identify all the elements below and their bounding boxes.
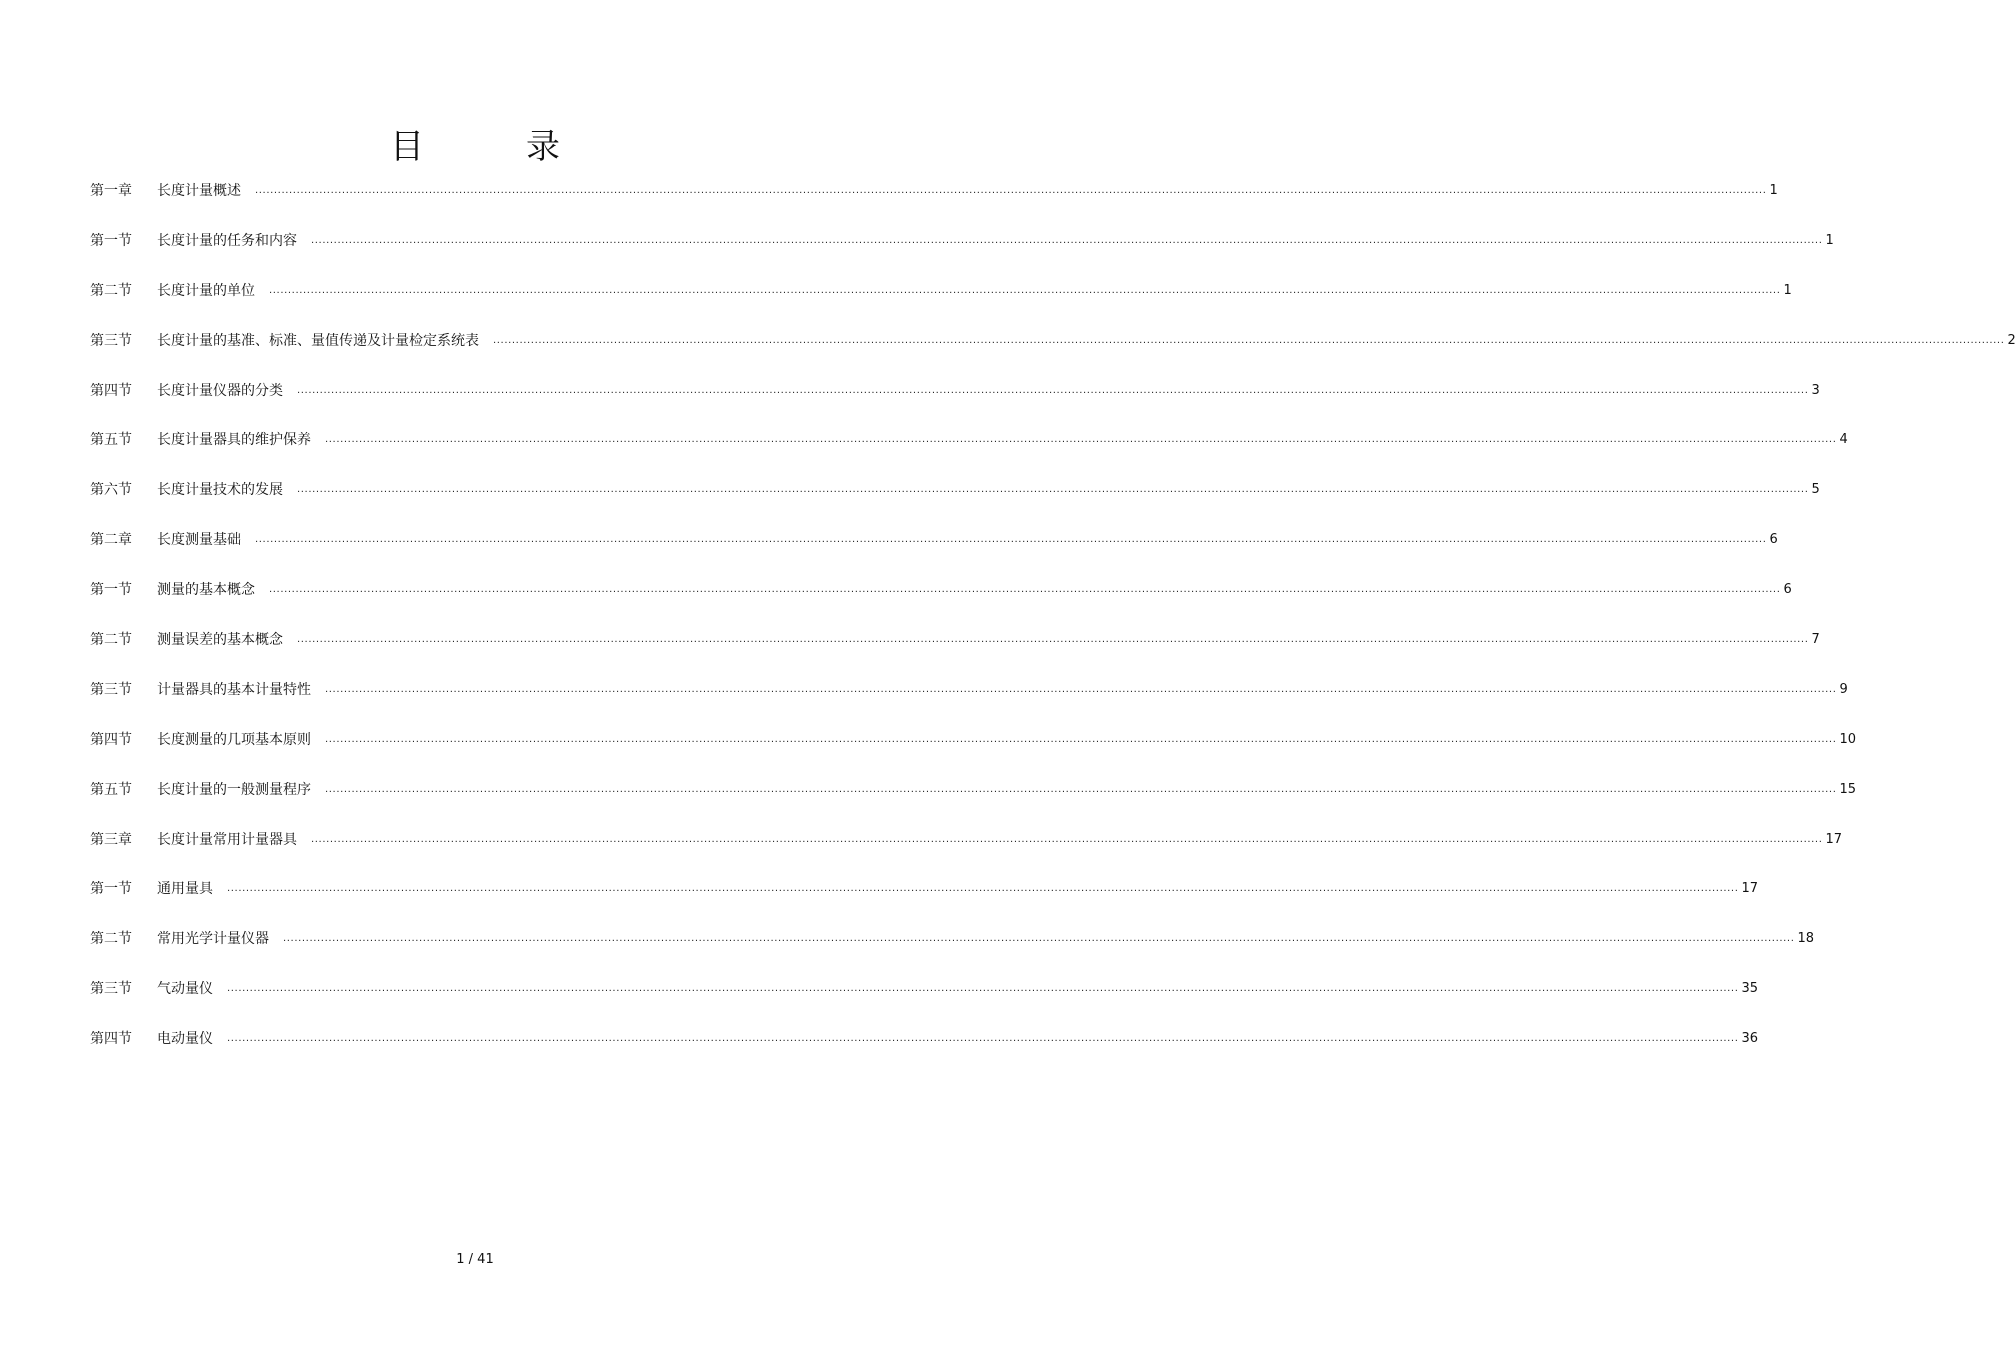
toc-entry[interactable] <box>90 529 1778 579</box>
toc-entry[interactable] <box>90 878 1759 928</box>
toc-leader-dots: ................................................................................................................................................................................................................................................................................................................................................................................................................ <box>325 683 1837 695</box>
toc-page-number: 35 <box>1741 981 1759 997</box>
toc-section-label: 第四节 <box>90 1031 132 1048</box>
toc-section-label: 第三章 <box>90 831 132 848</box>
toc-page-number: 5 <box>1811 482 1820 498</box>
toc-section-label: 第二节 <box>90 632 132 649</box>
toc-entry[interactable] <box>90 230 1834 280</box>
toc-page-number: 17 <box>1741 881 1759 897</box>
toc-entry-title: 长度计量的单位 <box>157 282 255 299</box>
toc-entry[interactable] <box>90 429 1848 479</box>
toc-page-number: 6 <box>1783 582 1792 598</box>
toc-page-number: 3 <box>1811 382 1820 398</box>
toc-entry-title: 计量器具的基本计量特性 <box>157 681 311 698</box>
table-of-contents <box>90 180 2016 1078</box>
toc-leader-dots: ................................................................................................................................................................................................................................................................................................................................................................................................................ <box>297 384 1809 396</box>
toc-leader-dots: ................................................................................................................................................................................................................................................................................................................................................................................................................ <box>325 783 1837 795</box>
toc-entry-title: 通用量具 <box>157 881 213 898</box>
toc-entry-title: 长度计量器具的维护保养 <box>157 432 311 449</box>
toc-leader-dots: ................................................................................................................................................................................................................................................................................................................................................................................................................ <box>227 983 1739 995</box>
toc-section-label: 第三节 <box>90 332 132 349</box>
toc-leader-dots: ................................................................................................................................................................................................................................................................................................................................................................................................................ <box>493 334 2005 346</box>
toc-entry[interactable] <box>90 1028 1759 1078</box>
title-char-1: 目 <box>390 126 424 167</box>
toc-entry-title: 长度测量的几项基本原则 <box>157 731 311 748</box>
toc-section-label: 第一章 <box>90 183 132 199</box>
toc-entry[interactable] <box>90 380 1820 430</box>
toc-entry[interactable] <box>90 779 1857 829</box>
toc-page-number: 1 <box>1783 282 1792 298</box>
toc-section-label: 第一节 <box>90 881 132 898</box>
toc-leader-dots: ................................................................................................................................................................................................................................................................................................................................................................................................................ <box>269 584 1781 596</box>
toc-entry[interactable] <box>90 180 1778 230</box>
toc-entry[interactable] <box>90 579 1792 629</box>
toc-entry-title: 电动量仪 <box>157 1031 213 1048</box>
toc-entry-title: 长度计量技术的发展 <box>157 482 283 499</box>
toc-entry[interactable] <box>90 679 1848 729</box>
toc-leader-dots: ................................................................................................................................................................................................................................................................................................................................................................................................................ <box>297 484 1809 496</box>
toc-page-number: 36 <box>1741 1031 1759 1047</box>
toc-entry-title: 气动量仪 <box>157 981 213 998</box>
page-title <box>0 119 950 168</box>
toc-leader-dots: ................................................................................................................................................................................................................................................................................................................................................................................................................ <box>325 434 1837 446</box>
toc-section-label: 第五节 <box>90 781 132 798</box>
toc-page-number: 9 <box>1839 681 1848 697</box>
toc-section-label: 第四节 <box>90 731 132 748</box>
toc-section-label: 第一节 <box>90 582 132 599</box>
toc-leader-dots: ................................................................................................................................................................................................................................................................................................................................................................................................................ <box>297 634 1809 646</box>
toc-page-number: 1 <box>1769 183 1778 198</box>
toc-leader-dots: ................................................................................................................................................................................................................................................................................................................................................................................................................ <box>311 833 1823 845</box>
toc-section-label: 第四节 <box>90 382 132 399</box>
toc-entry[interactable] <box>90 479 1820 529</box>
toc-entry[interactable] <box>90 928 1815 978</box>
toc-entry[interactable] <box>90 829 1843 879</box>
toc-entry-title: 长度计量概述 <box>157 183 241 199</box>
toc-page-number: 4 <box>1839 432 1848 448</box>
toc-entry-title: 长度计量常用计量器具 <box>157 831 297 848</box>
toc-leader-dots: ................................................................................................................................................................................................................................................................................................................................................................................................................ <box>255 185 1767 196</box>
toc-leader-dots: ................................................................................................................................................................................................................................................................................................................................................................................................................ <box>311 234 1823 246</box>
toc-entry[interactable] <box>90 978 1759 1028</box>
toc-section-label: 第二节 <box>90 931 132 948</box>
toc-entry[interactable] <box>90 729 1857 779</box>
toc-entry-title: 长度计量的一般测量程序 <box>157 781 311 798</box>
toc-entry[interactable] <box>90 330 2016 380</box>
toc-leader-dots: ................................................................................................................................................................................................................................................................................................................................................................................................................ <box>283 933 1795 945</box>
toc-page-number: 17 <box>1825 831 1843 847</box>
toc-leader-dots: ................................................................................................................................................................................................................................................................................................................................................................................................................ <box>255 534 1767 546</box>
toc-page-number: 18 <box>1797 931 1815 947</box>
toc-section-label: 第一节 <box>90 232 132 249</box>
toc-entry-title: 测量误差的基本概念 <box>157 632 283 649</box>
toc-entry-title: 长度计量的基准、标准、量值传递及计量检定系统表 <box>157 332 479 349</box>
toc-page-number: 15 <box>1839 781 1857 797</box>
toc-section-label: 第五节 <box>90 432 132 449</box>
toc-entry[interactable] <box>90 629 1820 679</box>
toc-leader-dots: ................................................................................................................................................................................................................................................................................................................................................................................................................ <box>269 284 1781 296</box>
toc-entry-title: 测量的基本概念 <box>157 582 255 599</box>
title-char-2: 录 <box>526 126 560 167</box>
toc-page-number: 6 <box>1769 532 1778 548</box>
toc-entry-title: 常用光学计量仪器 <box>157 931 269 948</box>
toc-leader-dots: ................................................................................................................................................................................................................................................................................................................................................................................................................ <box>227 1033 1739 1045</box>
toc-page-number: 7 <box>1811 632 1820 648</box>
toc-entry-title: 长度计量仪器的分类 <box>157 382 283 399</box>
page-number-footer: 1 / 41 <box>456 1252 494 1267</box>
toc-entry-title: 长度计量的任务和内容 <box>157 232 297 249</box>
toc-page-number: 1 <box>1825 232 1834 248</box>
toc-entry[interactable] <box>90 280 1792 330</box>
toc-entry-title: 长度测量基础 <box>157 532 241 549</box>
toc-section-label: 第三节 <box>90 981 132 998</box>
toc-section-label: 第二章 <box>90 532 132 549</box>
toc-section-label: 第二节 <box>90 282 132 299</box>
toc-section-label: 第六节 <box>90 482 132 499</box>
toc-page-number: 10 <box>1839 731 1857 747</box>
toc-section-label: 第三节 <box>90 681 132 698</box>
toc-page-number: 2 <box>2007 332 2016 348</box>
toc-leader-dots: ................................................................................................................................................................................................................................................................................................................................................................................................................ <box>227 883 1739 895</box>
toc-leader-dots: ................................................................................................................................................................................................................................................................................................................................................................................................................ <box>325 733 1837 745</box>
